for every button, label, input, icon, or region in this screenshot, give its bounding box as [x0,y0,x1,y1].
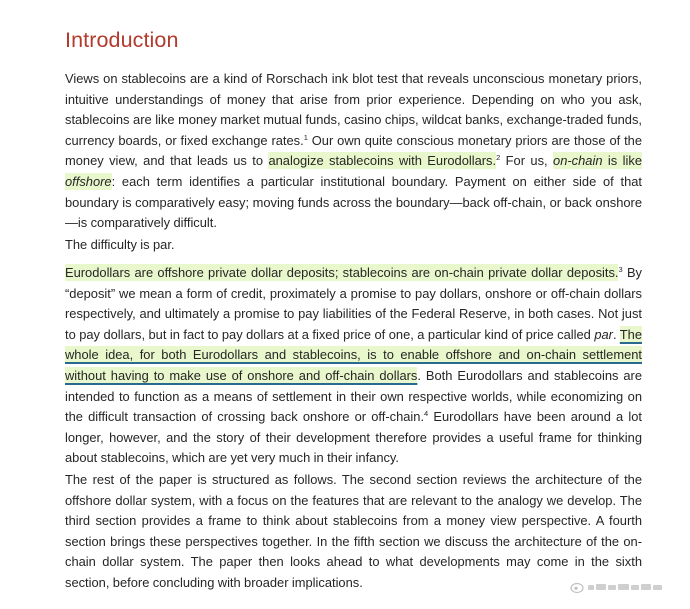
highlight-whole-idea: The whole idea, for both Eurodollars and stablecoins, is to enable offshore and on-chain settlement without having to make use of onshore and off-chain dollars [65,326,642,383]
p3-text-b: . [612,326,620,342]
paragraph-3 [65,263,642,469]
paragraph-1 [65,69,642,234]
watermark-logo-icon [570,580,584,594]
footnote-3[interactable]: 3 [618,265,623,274]
section-heading: Introduction [65,28,179,52]
p1-text-a: Views on stablecoins are a kind of Rorschach ink blot test that reveals unconscious monetary priors, intuitive understandings of money that arise from prior experience. Depending on who you ask, stablecoins are like money market mutual funds, casino chips, wildcat banks, exchange-traded funds, currency boards, or fixed exchange rates. [65,71,642,148]
footnote-1[interactable]: 1 [303,132,308,142]
watermark-handle-image [588,582,668,592]
p1-text-d: : each term identifies a particular institutional boundary. Payment on either side of that boundary is comparatively easy; moving funds across the boundary—back off-chain, or back onshore—is comparatively difficult. [65,173,642,231]
p3-text-d: Eurodollars have been around a lot longer, however, and the story of their development therefore provides a useful frame for thinking about stablecoins, which are yet very much in their infancy. [65,409,642,466]
p1-text-b: Our own quite conscious monetary priors are those of the money view, and that leads us to [65,132,643,169]
highlight-deposits-definition: Eurodollars are offshore private dollar deposits; stablecoins are on-chain private dollar deposits. [65,265,619,280]
term-is-like: is like [602,153,642,169]
watermark [570,580,668,594]
term-par: par [594,326,613,342]
paragraph-4: The rest of the paper is structured as follows. The second section reviews the architecture of the offshore dollar system, with a focus on the features that are relevant to the analogy we develop. The third section provides a frame to think about stablecoins from a money view perspective. A fourth section brings these perspectives together. In the fifth section we discuss the architecture of the on-chain dollar system. The paper then looks ahead to what developments may come in the sixth section, before concluding with broader implications. [65,472,642,590]
term-offshore: offshore [65,173,112,189]
p1-text-c: For us, [500,153,554,169]
highlight-analogize: analogize stablecoins with Eurodollars. [268,153,497,169]
footnote-4[interactable]: 4 [424,409,429,419]
footnote-2[interactable]: 2 [496,153,501,163]
paragraph-2: The difficulty is par. [65,237,175,252]
p3-text-c: . Both Eurodollars and stablecoins are intended to function as a means of settlement in their own respective worlds, while economizing on the difficult transaction of crossing back onshore or off-chain. [65,367,643,425]
p3-text-a: By “deposit” we mean a form of credit, proximately a promise to pay dollars, onshore or off-chain dollars respectively, and ultimately a promise to pay liabilities of the Federal Reserve, in both cases. Not just to pay dollars, but in fact to pay dollars at a fixed price of one, a particular kind of price called [65,265,642,342]
term-on-chain: on-chain [553,153,603,169]
